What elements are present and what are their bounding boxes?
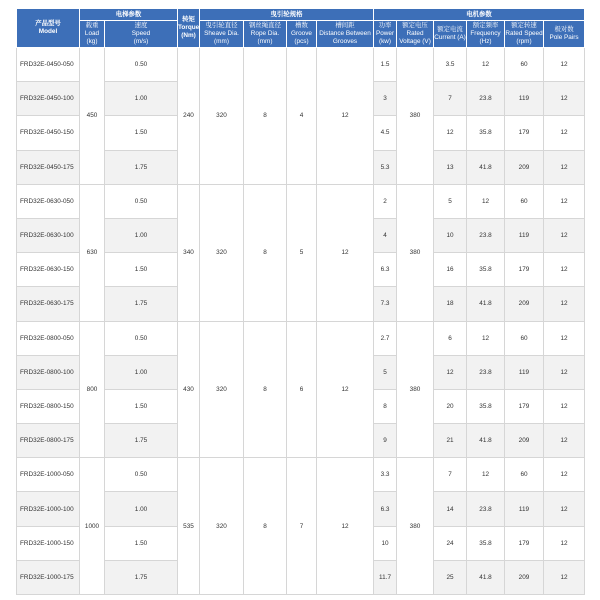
table-cell-current: 10 xyxy=(434,218,467,252)
table-cell-rope-dia: 8 xyxy=(244,184,287,321)
header-torque-zh: 转矩 xyxy=(182,16,195,23)
table-cell-speed: 1.75 xyxy=(105,150,178,184)
table-cell-speed: 1.75 xyxy=(105,424,178,458)
table-cell-speed: 1.50 xyxy=(105,253,178,287)
header-voltage-unit: Voltage (V) xyxy=(399,38,431,45)
header-model xyxy=(17,9,80,48)
table-cell-pole-pairs: 12 xyxy=(544,184,585,218)
table-cell-pole-pairs: 12 xyxy=(544,458,585,492)
table-cell-sheave-dia: 320 xyxy=(200,48,244,185)
table-cell-pole-pairs: 12 xyxy=(544,218,585,252)
table-cell-power: 3.3 xyxy=(374,458,397,492)
table-cell-speed: 0.50 xyxy=(105,321,178,355)
table-row xyxy=(17,184,585,218)
header-frequency-en: Frequency xyxy=(470,30,501,37)
table-cell-speed: 1.00 xyxy=(105,82,178,116)
table-cell-speed: 1.50 xyxy=(105,389,178,423)
table-cell-frequency: 35.8 xyxy=(467,389,505,423)
table-cell-rated-speed: 60 xyxy=(505,184,544,218)
table-row xyxy=(17,48,585,82)
table-cell-current: 20 xyxy=(434,389,467,423)
table-cell-frequency: 12 xyxy=(467,321,505,355)
table-cell-frequency: 41.8 xyxy=(467,560,505,594)
header-pole-pairs xyxy=(544,21,585,48)
header-voltage-zh: 额定电压 xyxy=(402,22,428,29)
table-cell-power: 1.5 xyxy=(374,48,397,82)
table-cell-pole-pairs: 12 xyxy=(544,492,585,526)
table-cell-pole-pairs: 12 xyxy=(544,82,585,116)
header-rope-dia-unit: (mm) xyxy=(257,38,273,45)
table-cell-pole-pairs: 12 xyxy=(544,355,585,389)
header-load-unit: (kg) xyxy=(86,38,98,45)
header-rated-speed xyxy=(505,21,544,48)
table-cell-frequency: 12 xyxy=(467,48,505,82)
table-cell-frequency: 41.8 xyxy=(467,424,505,458)
table-cell-frequency: 12 xyxy=(467,184,505,218)
header-rope-dia-en: Rope Dia. xyxy=(250,30,280,37)
header-voltage xyxy=(397,21,434,48)
header-sheave-dia-en: Sheave Dia. xyxy=(204,30,239,37)
table-cell-current: 12 xyxy=(434,355,467,389)
table-cell-rated-speed: 209 xyxy=(505,287,544,321)
table-cell-rated-speed: 209 xyxy=(505,424,544,458)
table-cell-rated-speed: 209 xyxy=(505,150,544,184)
header-speed-en: Speed xyxy=(131,30,151,37)
table-cell-speed: 1.50 xyxy=(105,116,178,150)
table-cell-model: FRD32E-0630-050 xyxy=(17,184,80,218)
header-rope-dia-zh: 钢丝绳直径 xyxy=(249,22,281,29)
table-cell-torque: 240 xyxy=(178,48,200,185)
header-voltage-en: Rated xyxy=(406,30,424,37)
spec-table xyxy=(16,8,585,595)
table-cell-rated-speed: 179 xyxy=(505,253,544,287)
table-cell-power: 10 xyxy=(374,526,397,560)
header-pole-pairs-zh: 极对数 xyxy=(554,26,574,33)
header-sheave-dia xyxy=(200,21,244,48)
table-cell-model: FRD32E-0450-150 xyxy=(17,116,80,150)
table-cell-current: 5 xyxy=(434,184,467,218)
table-cell-voltage: 380 xyxy=(397,48,434,185)
header-groove-distance-en: Distance Between xyxy=(319,30,371,37)
table-cell-model: FRD32E-0630-150 xyxy=(17,253,80,287)
header-sheave-dia-zh: 曳引轮直径 xyxy=(205,22,238,29)
header-pole-pairs-en: Pole Pairs xyxy=(549,34,579,41)
header-power-unit: (kw) xyxy=(378,38,392,45)
spec-table-body xyxy=(17,48,585,595)
table-cell-rated-speed: 119 xyxy=(505,492,544,526)
table-cell-model: FRD32E-0630-100 xyxy=(17,218,80,252)
table-cell-pole-pairs: 12 xyxy=(544,560,585,594)
table-cell-current: 7 xyxy=(434,458,467,492)
table-cell-pole-pairs: 12 xyxy=(544,48,585,82)
table-cell-torque: 340 xyxy=(178,184,200,321)
header-groove-distance-zh: 槽间距 xyxy=(335,22,355,29)
table-cell-pole-pairs: 12 xyxy=(544,389,585,423)
table-cell-current: 21 xyxy=(434,424,467,458)
table-cell-frequency: 41.8 xyxy=(467,287,505,321)
table-cell-sheave-dia: 320 xyxy=(200,184,244,321)
table-cell-frequency: 23.8 xyxy=(467,218,505,252)
header-speed-zh: 速度 xyxy=(134,22,148,29)
header-torque-unit: (Nm) xyxy=(181,32,196,39)
header-rated-speed-unit: (rpm) xyxy=(516,38,532,45)
header-current xyxy=(434,21,467,48)
header-power-en: Power xyxy=(375,30,395,37)
header-torque xyxy=(178,9,200,48)
table-cell-pole-pairs: 12 xyxy=(544,150,585,184)
table-cell-frequency: 35.8 xyxy=(467,253,505,287)
table-cell-voltage: 380 xyxy=(397,458,434,595)
table-cell-rated-speed: 60 xyxy=(505,321,544,355)
table-cell-power: 3 xyxy=(374,82,397,116)
header-model-en: Model xyxy=(38,28,58,35)
table-cell-power: 4.5 xyxy=(374,116,397,150)
table-cell-model: FRD32E-0800-175 xyxy=(17,424,80,458)
table-cell-frequency: 41.8 xyxy=(467,150,505,184)
table-cell-rated-speed: 60 xyxy=(505,458,544,492)
table-cell-power: 9 xyxy=(374,424,397,458)
table-cell-groove: 4 xyxy=(287,48,317,185)
header-groove xyxy=(287,21,317,48)
header-load-zh: 载重 xyxy=(85,22,99,29)
table-cell-load: 630 xyxy=(80,184,105,321)
table-cell-power: 2.7 xyxy=(374,321,397,355)
header-load xyxy=(80,21,105,48)
table-cell-model: FRD32E-0800-050 xyxy=(17,321,80,355)
header-frequency xyxy=(467,21,505,48)
header-rated-speed-en: Rated Speed xyxy=(505,30,543,37)
table-cell-speed: 0.50 xyxy=(105,184,178,218)
table-cell-current: 25 xyxy=(434,560,467,594)
table-cell-groove-distance: 12 xyxy=(317,321,374,458)
header-sheave-dia-unit: (mm) xyxy=(214,38,229,45)
table-cell-power: 4 xyxy=(374,218,397,252)
table-cell-load: 1000 xyxy=(80,458,105,595)
header-rated-speed-zh: 额定转速 xyxy=(511,22,537,29)
table-cell-model: FRD32E-1000-175 xyxy=(17,560,80,594)
header-groove-en: Groove xyxy=(291,30,312,37)
header-power xyxy=(374,21,397,48)
table-cell-load: 800 xyxy=(80,321,105,458)
header-group-sheave: 曳引轮规格 xyxy=(200,9,374,21)
table-cell-rope-dia: 8 xyxy=(244,458,287,595)
header-speed xyxy=(105,21,178,48)
table-cell-rated-speed: 179 xyxy=(505,116,544,150)
table-cell-sheave-dia: 320 xyxy=(200,458,244,595)
table-cell-groove-distance: 12 xyxy=(317,48,374,185)
table-cell-current: 13 xyxy=(434,150,467,184)
table-cell-current: 6 xyxy=(434,321,467,355)
table-cell-rated-speed: 179 xyxy=(505,526,544,560)
table-cell-model: FRD32E-0800-100 xyxy=(17,355,80,389)
table-cell-torque: 430 xyxy=(178,321,200,458)
table-cell-rope-dia: 8 xyxy=(244,321,287,458)
table-cell-model: FRD32E-1000-100 xyxy=(17,492,80,526)
table-cell-rated-speed: 179 xyxy=(505,389,544,423)
header-power-zh: 功率 xyxy=(378,22,392,29)
header-groove-distance xyxy=(317,21,374,48)
table-cell-pole-pairs: 12 xyxy=(544,424,585,458)
table-cell-rated-speed: 119 xyxy=(505,82,544,116)
header-model-zh: 产品型号 xyxy=(35,20,61,27)
table-cell-speed: 1.00 xyxy=(105,218,178,252)
header-frequency-unit: (Hz) xyxy=(479,38,492,45)
table-cell-model: FRD32E-1000-050 xyxy=(17,458,80,492)
table-cell-current: 18 xyxy=(434,287,467,321)
table-cell-current: 3.5 xyxy=(434,48,467,82)
table-cell-speed: 1.00 xyxy=(105,492,178,526)
table-row xyxy=(17,458,585,492)
table-cell-speed: 1.75 xyxy=(105,287,178,321)
header-rope-dia xyxy=(244,21,287,48)
table-cell-torque: 535 xyxy=(178,458,200,595)
table-cell-rated-speed: 60 xyxy=(505,48,544,82)
table-cell-power: 2 xyxy=(374,184,397,218)
header-current-en: Current (A) xyxy=(434,34,466,41)
table-cell-model: FRD32E-0800-150 xyxy=(17,389,80,423)
table-cell-voltage: 380 xyxy=(397,184,434,321)
table-cell-power: 7.3 xyxy=(374,287,397,321)
header-groove-zh: 槽数 xyxy=(295,22,308,29)
table-cell-groove-distance: 12 xyxy=(317,184,374,321)
header-current-zh: 额定电流 xyxy=(437,26,463,33)
header-groove-unit: (pcs) xyxy=(294,38,309,45)
table-cell-current: 7 xyxy=(434,82,467,116)
table-cell-rated-speed: 119 xyxy=(505,355,544,389)
table-cell-frequency: 35.8 xyxy=(467,116,505,150)
table-cell-power: 8 xyxy=(374,389,397,423)
header-group-elevator: 电梯参数 xyxy=(80,9,178,21)
table-cell-model: FRD32E-0630-175 xyxy=(17,287,80,321)
table-cell-current: 24 xyxy=(434,526,467,560)
table-cell-pole-pairs: 12 xyxy=(544,526,585,560)
table-cell-pole-pairs: 12 xyxy=(544,287,585,321)
table-cell-frequency: 35.8 xyxy=(467,526,505,560)
table-cell-frequency: 12 xyxy=(467,458,505,492)
table-cell-rated-speed: 119 xyxy=(505,218,544,252)
table-cell-frequency: 23.8 xyxy=(467,492,505,526)
header-group-motor: 电机参数 xyxy=(374,9,585,21)
table-cell-speed: 0.50 xyxy=(105,48,178,82)
table-cell-current: 12 xyxy=(434,116,467,150)
table-cell-power: 5.3 xyxy=(374,150,397,184)
table-cell-voltage: 380 xyxy=(397,321,434,458)
table-cell-model: FRD32E-1000-150 xyxy=(17,526,80,560)
table-cell-speed: 0.50 xyxy=(105,458,178,492)
table-cell-power: 5 xyxy=(374,355,397,389)
table-cell-frequency: 23.8 xyxy=(467,82,505,116)
table-cell-groove: 6 xyxy=(287,321,317,458)
table-cell-rated-speed: 209 xyxy=(505,560,544,594)
table-cell-current: 14 xyxy=(434,492,467,526)
table-cell-model: FRD32E-0450-100 xyxy=(17,82,80,116)
table-cell-pole-pairs: 12 xyxy=(544,253,585,287)
table-cell-current: 16 xyxy=(434,253,467,287)
table-cell-model: FRD32E-0450-175 xyxy=(17,150,80,184)
table-cell-pole-pairs: 12 xyxy=(544,116,585,150)
table-cell-frequency: 23.8 xyxy=(467,355,505,389)
header-torque-en: Torque xyxy=(178,24,200,31)
table-cell-load: 450 xyxy=(80,48,105,185)
table-cell-model: FRD32E-0450-050 xyxy=(17,48,80,82)
header-speed-unit: (m/s) xyxy=(133,38,149,45)
table-cell-speed: 1.75 xyxy=(105,560,178,594)
table-cell-groove: 5 xyxy=(287,184,317,321)
table-cell-power: 6.3 xyxy=(374,492,397,526)
table-cell-speed: 1.50 xyxy=(105,526,178,560)
table-cell-power: 6.3 xyxy=(374,253,397,287)
table-cell-pole-pairs: 12 xyxy=(544,321,585,355)
table-cell-sheave-dia: 320 xyxy=(200,321,244,458)
header-groove-distance-en2: Grooves xyxy=(332,38,358,45)
table-cell-groove: 7 xyxy=(287,458,317,595)
table-cell-power: 11.7 xyxy=(374,560,397,594)
table-row xyxy=(17,321,585,355)
header-load-en: Load xyxy=(84,30,100,37)
table-cell-rope-dia: 8 xyxy=(244,48,287,185)
table-cell-speed: 1.00 xyxy=(105,355,178,389)
header-frequency-zh: 额定频率 xyxy=(472,22,499,29)
table-cell-groove-distance: 12 xyxy=(317,458,374,595)
